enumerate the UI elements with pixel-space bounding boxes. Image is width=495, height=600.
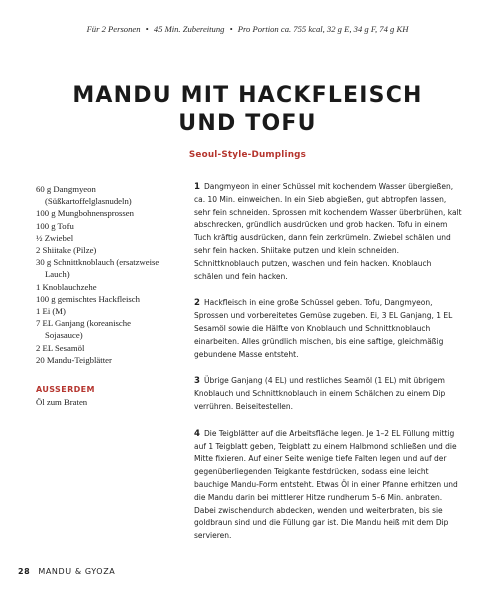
ingredient-item: 7 EL Ganjang (koreanische Sojasauce) [36,318,131,341]
ingredient-item: ½ Zwiebel [36,232,74,243]
ingredient-item: 100 g gemischtes Hackfleisch [36,293,140,304]
section-name: MANDU & GYOZA [38,567,116,576]
recipe-subtitle: Seoul-Style-Dumplings [188,150,307,160]
ingredient-item: 100 g Mungbohnensprossen [36,208,134,219]
recipe-title-line-1: MANDU MIT HACKFLEISCH [72,83,423,108]
meta-separator: • [229,24,233,34]
ingredient-item: 60 g Dangmyeon (Süßkartoffelglasnudeln) [36,184,132,207]
step-text: Die Teigblätter auf die Arbeitsfläche legen. Je 1–2 EL Füllung mittig auf 1 Teigblatt geben, Teigblatt zu einem Halbmond schließen und die Mitte fixieren. Auf einer Seite wenige tiefe Falten legen und auf der gegenüberliegenden Teigkante festdrücken, sodass eine leicht bauchige Mandu-Form entsteht. Etwas Öl in einer Pfanne erhitzen und die Mandu darin bei mittlerer Hitze rundherum 5–6 Min. anbraten. Dabei zwischendurch abdecken, wenden und weiterbraten, bis sie goldbraun sind und die Füllung gar ist. Die Mandu heiß mit dem Dip servieren. [194,428,458,541]
ingredient-item: 2 EL Sesamöl [36,342,85,353]
step-number: 3 [194,376,200,387]
ingredient-item: 20 Mandu-Teigblätter [36,354,112,365]
step-number: 1 [194,182,200,192]
instruction-step [194,297,462,361]
recipe-meta [0,24,495,34]
ingredient-item: 1 Ei (M) [36,306,66,317]
step-text: Hackfleisch in eine große Schüssel geben. Tofu, Dangmyeon, Sprossen und vorbereitetes Gemüse zugeben. Ei, 3 EL Ganjang, 1 EL Sesamöl sowie die Hälfte von Knoblauch und Schnittknoblauch einarbeiten. Alles gründlich mischen, bis eine saftige, gleichmäßig gebundene Masse entsteht. [194,298,453,359]
recipe-title [0,82,495,138]
step-number: 4 [194,428,200,439]
ingredient-item: 2 Shiitake (Pilze) [36,245,97,256]
nutrition-text: Pro Portion ca. 755 kcal, 32 g E, 34 g F, 74 g KH [237,24,409,34]
servings-text: Für 2 Personen [86,24,141,34]
step-text: Übrige Ganjang (4 EL) und restliches Seamöl (1 EL) mit übrigem Knoblauch und Schnittknoblauch in einem Schälchen zu einem Dip verrühren. Beiseitestellen. [194,376,446,411]
extra-ingredient-item: Öl zum Braten [36,397,88,407]
step-text: Dangmyeon in einer Schüssel mit kochendem Wasser übergießen, ca. 10 Min. einweichen. In ein Sieb abgießen, gut abtropfen lassen, sehr fein schneiden. Sprossen mit kochendem Wasser überbrühen, kalt abschrecken, gründlich ausdrücken und grob hacken. Tofu in einem Tuch kräftig ausdrücken, dann fein zerkrümeln. Zwiebel schälen und sehr fein hacken. Shiitake putzen und klein schneiden. Schnittknoblauch putzen, waschen und fein hacken. Knoblauch schälen und fein hacken. [194,182,462,281]
ingredient-list [36,183,166,366]
instruction-step [194,375,462,413]
page-footer [18,567,115,576]
recipe-title-line-2: UND TOFU [178,111,317,136]
extra-ingredients-heading: AUSSERDEM [36,385,95,394]
instruction-step [194,181,462,283]
prep-time-text: 45 Min. Zubereitung [153,24,225,34]
instruction-steps [194,181,462,543]
page-number: 28 [18,567,31,576]
step-number: 2 [194,298,200,309]
instruction-step [194,428,462,543]
meta-separator: • [145,24,149,34]
ingredient-item: 30 g Schnittknoblauch (ersatzweise Lauch) [36,257,160,280]
ingredient-item: 100 g Tofu [36,220,74,231]
ingredient-item: 1 Knoblauchzehe [36,281,97,292]
